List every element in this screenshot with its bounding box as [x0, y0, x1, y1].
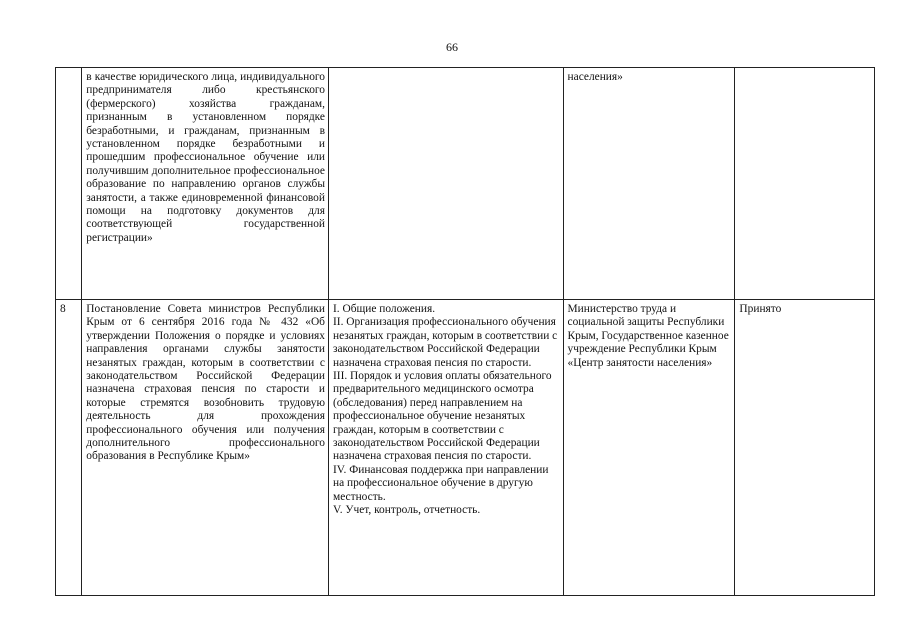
section-item: II. Организация профессионального обучения незанятых граждан, которым в соответствии с законодательством Российской Федерации назначена страховая пенсия по старости. — [332, 316, 558, 369]
section-item: IV. Финансовая поддержка при направлении на профессиональное обучение в другую местность. — [332, 463, 549, 503]
legal-act-cell: Постановление Совета министров Республики Крым от 6 сентября 2016 года № 432 «Об утверждении Положения о порядке и условиях направления органами службы занятости незанятых граждан, которым в соответствии с законодательством Российской Федерации назначена страховая пенсия по старости и которые стремятся возобновить трудовую деятельность для прохождения профессионального обучения или получения дополнительного профессионального образования в Республике Крым» — [82, 300, 329, 596]
status-cell — [735, 68, 875, 300]
section-item: V. Учет, контроль, отчетность. — [332, 504, 481, 517]
section-item: III. Порядок и условия оплаты обязательного предварительного медицинского осмотра (обследования) перед направлением на профессиональное обучение незанятых граждан, которым в соответствии с законодательством Российской Федерации назначена страховая пенсия по старости. — [332, 370, 552, 463]
legal-acts-table — [55, 67, 875, 596]
status-cell: Принято — [735, 300, 875, 596]
section-item: I. Общие положения. — [332, 303, 436, 315]
responsible-body-cell: населения» — [563, 68, 735, 300]
responsible-body-cell: Министерство труда и социальной защиты Республики Крым, Государственное казенное учреждение Республики Крым «Центр занятости населения» — [563, 300, 735, 596]
table-row — [56, 300, 875, 596]
sections-cell — [328, 68, 563, 300]
sections-cell — [328, 300, 563, 596]
row-number-cell — [56, 68, 82, 300]
legal-act-cell: в качестве юридического лица, индивидуального предпринимателя либо крестьянского (фермерского) хозяйства гражданам, признанным в установленном порядке безработными, и гражданам, признанным в установленном порядке безработными и прошедшим профессиональное обучение или получившим дополнительное профессиональное образование по направлению органов службы занятости, а также единовременной финансовой помощи на подготовку документов для соответствующей государственной регистрации» — [82, 68, 329, 300]
page-number: 66 — [446, 40, 458, 54]
table-row — [56, 68, 875, 300]
row-number-cell: 8 — [56, 300, 82, 596]
